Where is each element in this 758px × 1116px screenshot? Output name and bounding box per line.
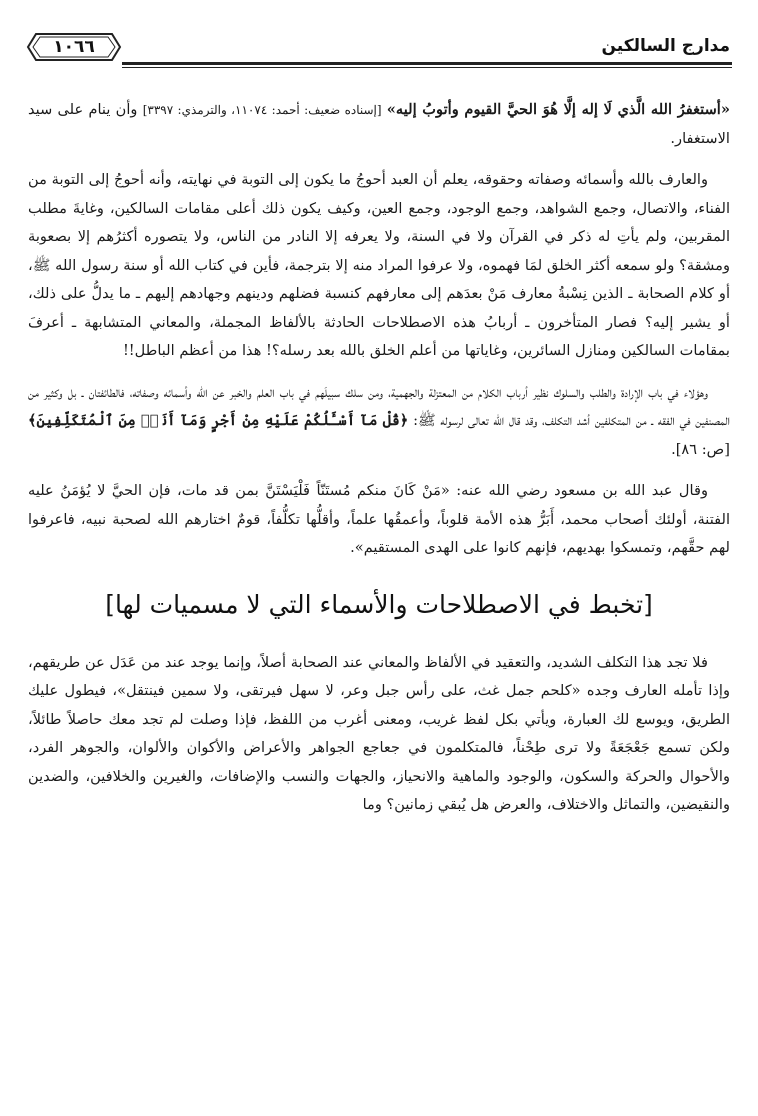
paragraph-1: والعارف بالله وأسمائه وصفاته وحقوقه، يعلم أن العبد أحوجُ ما يكون إلى التوبة في نهايته، وأنه أحوجُ إلى التوبة من الفناء، والاتصال، وجمع الشواهد، وجمع الوجود، وجمع العين، وكيف يكون ذلك أعلى مقامات السالكين، وغايةَ مطلب المقربين، ولم يأتِ له ذكر في القرآن ولا في السنة، ولا يعرفه إلا النادر من الناس، ولا يتصوره أكثرُهم إلا بصعوبة ومشقة؟ ولو سمعه أكثر الخلق لمَا فهموه، ولا عرفوا المراد منه إلا بترجمة، فأين في كتاب الله أو سنة رسول الله ﷺ، أو كلام الصحابة ـ الذين نِسْبةُ معارف مَنْ بعدَهم إلى معارفهم كنسبة فضلهم ودينهم وجهادهم إليهم ـ ما يدلُّ على ذلك، أو يشير إليه؟ فصار المتأخرون ـ أربابُ هذه الاصطلاحات الحادثة بالألفاظ المجملة، والمعاني المتشابهة ـ أعرفَ بمقامات السالكين ومنازل السائرين، وغاياتها من أعلم الخلق بالله بعد رسله؟! هذا من أعظم الباطل!!: [28, 171, 730, 359]
book-title: مدارج السالكين: [601, 36, 730, 56]
section-heading: [تخبط في الاصطلاحات والأسماء التي لا مسميات لها]: [105, 589, 653, 619]
paragraph-2-text: وهؤلاء في باب الإرادة والطلب والسلوك نظير أرباب الكلام من المعتزلة والجهمية، ومن سلك سبيلَهم في باب العلم والخبر عن الله وأسمائه وصفاته، فالطائفتان ـ بل وكثير من المصنفين في الفقه ـ من المتكلفين أشد التكلف، وقد قال الله تعالى لرسوله ﷺ:: [28, 383, 730, 429]
header-rule-thick: [122, 62, 732, 65]
hadith-reference: [إسناده ضعيف: أحمد: ١١٠٧٤، والترمذي: ٣٣٩٧]: [142, 103, 382, 117]
quran-reference: [ص: ٨٦].: [671, 440, 730, 458]
page-number: ١٠٦٦: [53, 37, 95, 57]
quran-verse: ﴿قُلْ مَآ أَسْـَٔلُكُمْ عَلَيْهِ مِنْ أَجْرٍ وَمَآ أَنَا۠ مِنَ ٱلْمُتَكَلِّفِينَ﴾: [28, 412, 409, 429]
hadith-text: «أستغفرُ الله الَّذي لَا إله إلَّا هُوَ الحيَّ القيوم وأتوبُ إليه»: [386, 101, 730, 118]
paragraph-3: وقال عبد الله بن مسعود رضي الله عنه: «مَنْ كَانَ منكم مُستَنّاً فَلْيَسْتَنَّ بمن قد مات، فإن الحيَّ لا يُؤمَنُ عليه الفتنة، أولئك أصحاب محمد، أَبَرُّ هذه الأمة قلوباً، وأعمقُها علماً، وأقلُّها تكلُّفاً، قومٌ اختارهم الله لصحبة نبيه، فاعرفوا لهم حقَّهم، وتمسكوا بهديهم، فإنهم كانوا على الهدى المستقيم».: [28, 482, 730, 556]
hadith-tail: وأن ينام على سيد الاستغفار.: [28, 101, 730, 147]
page-number-badge: [26, 32, 122, 62]
paragraph-4: فلا تجد هذا التكلف الشديد، والتعقيد في الألفاظ والمعاني عند الصحابة أصلاً، وإنما يوجد عند من عَدَل عن طريقهم، وإذا تأمله العارف وجده «كلحم جمل غث، على رأس جبل وعر، لا سهل فيرتقى، ولا سمين فينتقل»، فيطول عليك الطريق، ويوسع لك العبارة، ويأتي بكل لفظ غريب، ومعنى أغرب من اللفظ، فإذا وصلت لم تجد معك حاصلاً طائلاً، ولكن تسمع جَعْجَعَةً ولا ترى طِحْناً، فالمتكلمون في جعاجع الجواهر والأعراض والأكوان والألوان، والجوهر الفرد، والأحوال والحركة والسكون، والوجود والماهية والانحياز، والجهات والنسب والإضافات، والغيرين والخلافين، والضدين والنقيضين، والتماثل والاختلاف، والعرض هل يُبقي زمانين؟ وما: [28, 653, 730, 813]
hadith-paragraph: [28, 96, 730, 153]
header-rule-thin: [122, 67, 732, 68]
page-header: [26, 30, 732, 70]
page-body: [28, 96, 730, 820]
paragraph-2: [28, 379, 730, 465]
